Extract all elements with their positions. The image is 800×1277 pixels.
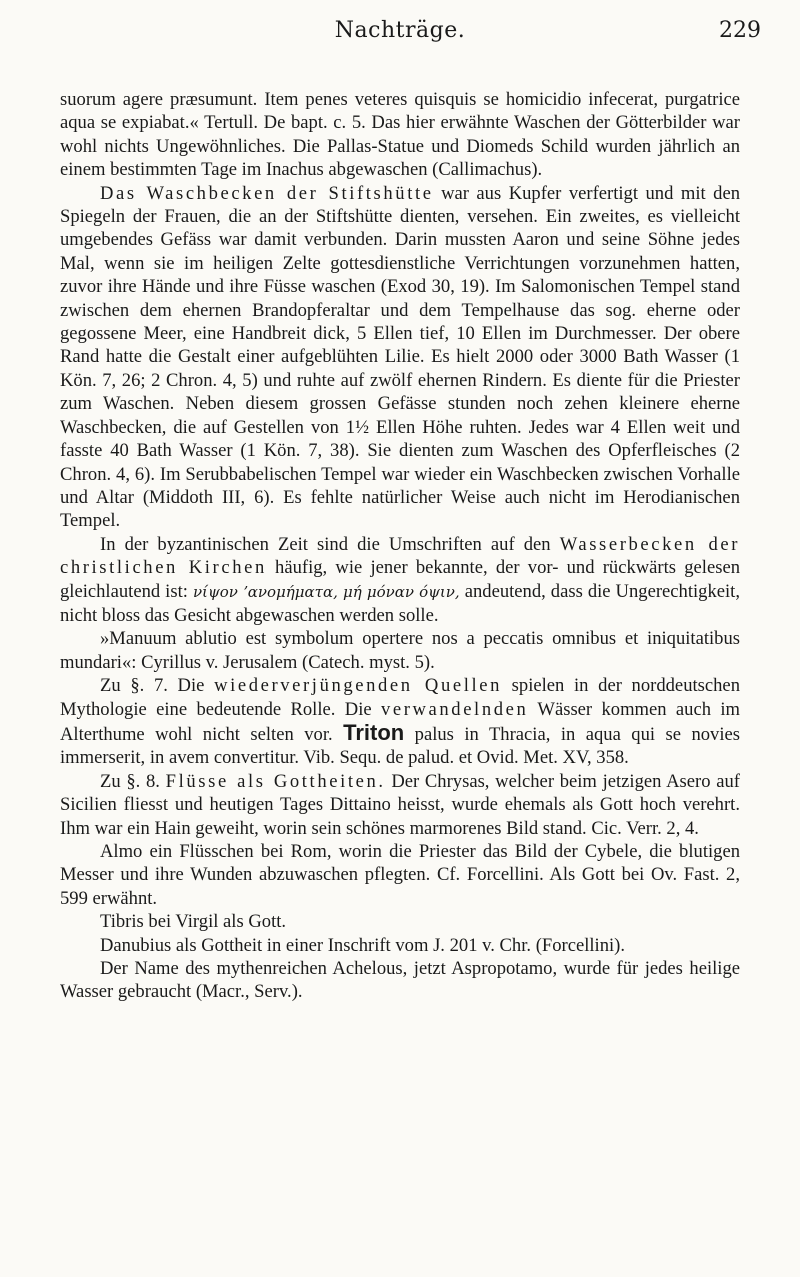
paragraph: [60, 88, 740, 182]
running-title: Nachträge.: [334, 18, 466, 43]
text-run: palus in Thracia, in aqua qui se novies immerserit, in avem convertitur. Vib. Sequ. de palud. et Ovid. Met. XV, 358.: [60, 723, 740, 769]
spaced-emphasis: Flüsse als Gottheiten.: [165, 770, 386, 792]
text-run: andeutend, dass die Ungerechtigkeit, nicht bloss das Gesicht abgewaschen werden solle.: [60, 580, 740, 626]
paragraph: [60, 627, 740, 674]
bold-term: Triton: [343, 719, 405, 745]
spaced-emphasis: Das Waschbecken der Stiftshütte: [100, 182, 434, 204]
text-run: Der Name des mythenreichen Achelous, jetzt Aspropotamo, wurde für jedes heilige Wasser gebraucht (Macr., Serv.).: [60, 958, 740, 1003]
text-run: suorum agere præsumunt. Item penes veteres quisquis se homicidio infecerat, purgatrice aqua se expiabat.« Tertull. De bapt. c. 5. Das hier erwähnte Waschen der Götterbilder war wohl nichts Ungewöhnliches. Die Pallas-Statue und Diomeds Schild wurden jährlich an einem bestimmten Tage im Inachus abgewaschen (Callimachus).: [60, 89, 740, 181]
page-number: 229: [719, 18, 761, 43]
paragraph: [60, 910, 740, 933]
paragraph: [60, 934, 740, 957]
text-run: Zu §. 8.: [100, 770, 166, 792]
paragraph: [60, 533, 740, 628]
paragraph: [60, 957, 740, 1004]
spaced-emphasis: wiederverjüngenden Quellen: [214, 675, 502, 697]
greek-inscription: νίψον ʼανομήματα, μή μόναν όψιν,: [192, 582, 460, 601]
text-run: Danubius als Gottheit in einer Inschrift vom J. 201 v. Chr. (Forcellini).: [100, 934, 626, 956]
text-run: »Manuum ablutio est symbolum opertere nos a peccatis omnibus et iniquitatibus mundari«: Cyrillus v. Jerusalem (Catech. myst. 5).: [60, 628, 740, 673]
text-run: Tibris bei Virgil als Gott.: [100, 911, 287, 933]
text-run: Wässer kommen auch im Alterthume wohl nicht selten vor.: [60, 698, 740, 745]
running-head: [0, 18, 800, 48]
text-run: spielen in der norddeutschen Mythologie eine bedeutende Rolle. Die: [60, 675, 740, 720]
text-run: Almo ein Flüsschen bei Rom, worin die Priester das Bild der Cybele, die blutigen Messer und ihre Wunden abzuwaschen pflegten. Cf. Forcellini. Als Gott bei Ov. Fast. 2, 599 erwähnt.: [60, 841, 740, 909]
text-run: Der Chrysas, welcher beim jetzigen Asero auf Sicilien fliesst und heutigen Tages Dittaino heisst, wurde ehemals als Gott hoch verehrt. Ihm war ein Hain geweiht, worin sein schönes marmorenes Bild stand. Cic. Verr. 2, 4.: [60, 770, 740, 839]
text-run: Zu §. 7. Die: [100, 675, 215, 697]
text-run: In der byzantinischen Zeit sind die Umschriften auf den: [100, 533, 560, 555]
spaced-emphasis: Wasserbecken der christlichen Kirchen: [60, 533, 740, 579]
paragraph: [60, 770, 740, 840]
body-text: [60, 88, 740, 1004]
spaced-emphasis: verwandelnden: [380, 698, 529, 720]
text-run: häufig, wie jener bekannte, der vor- und rückwärts gelesen gleichlautend ist:: [60, 557, 740, 602]
text-run: war aus Kupfer verfertigt und mit den Spiegeln der Frauen, die an der Stiftshütte dienten, versehen. Ein zweites, es vielleicht umgebendes Gefäss war damit verbunden. Darin mussten Aaron und seine Söhne jedes Mal, wenn sie im heiligen Zelte gottesdienstliche Verrichtungen vorzunehmen hatten, zuvor ihre Hände und ihre Füsse waschen (Exod 30, 19). Im Salomonischen Tempel stand zwischen dem ehernen Brandopferaltar und dem Tempelhause das sog. eherne oder gegossene Meer, eine Handbreit dick, 5 Ellen tief, 10 Ellen im Durchmesser. Der obere Rand hatte die Gestalt einer aufgeblühten Lilie. Es hielt 2000 oder 3000 Bath Wasser (1 Kön. 7, 26; 2 Chron. 4, 5) und ruhte auf zwölf ehernen Rindern. Es diente für die Priester zum Waschen. Neben diesem grossen Gefässe stunden noch zehen kleinere eherne Waschbecken, die auf Gestellen von 1½ Ellen Höhe ruhten. Jedes war 4 Ellen weit und fasste 40 Bath Wasser (1 Kön. 7, 38). Sie dienten zum Waschen des Opferfleisches (2 Chron. 4, 6). Im Serubbabelischen Tempel war wieder ein Waschbecken zwischen Vorhalle und Altar (Middoth III, 6). Es fehlte natürlicher Weise auch nicht im Herodianischen Tempel.: [60, 182, 741, 532]
paragraph: [60, 182, 740, 533]
paragraph: [60, 674, 740, 770]
paragraph: [60, 840, 740, 910]
